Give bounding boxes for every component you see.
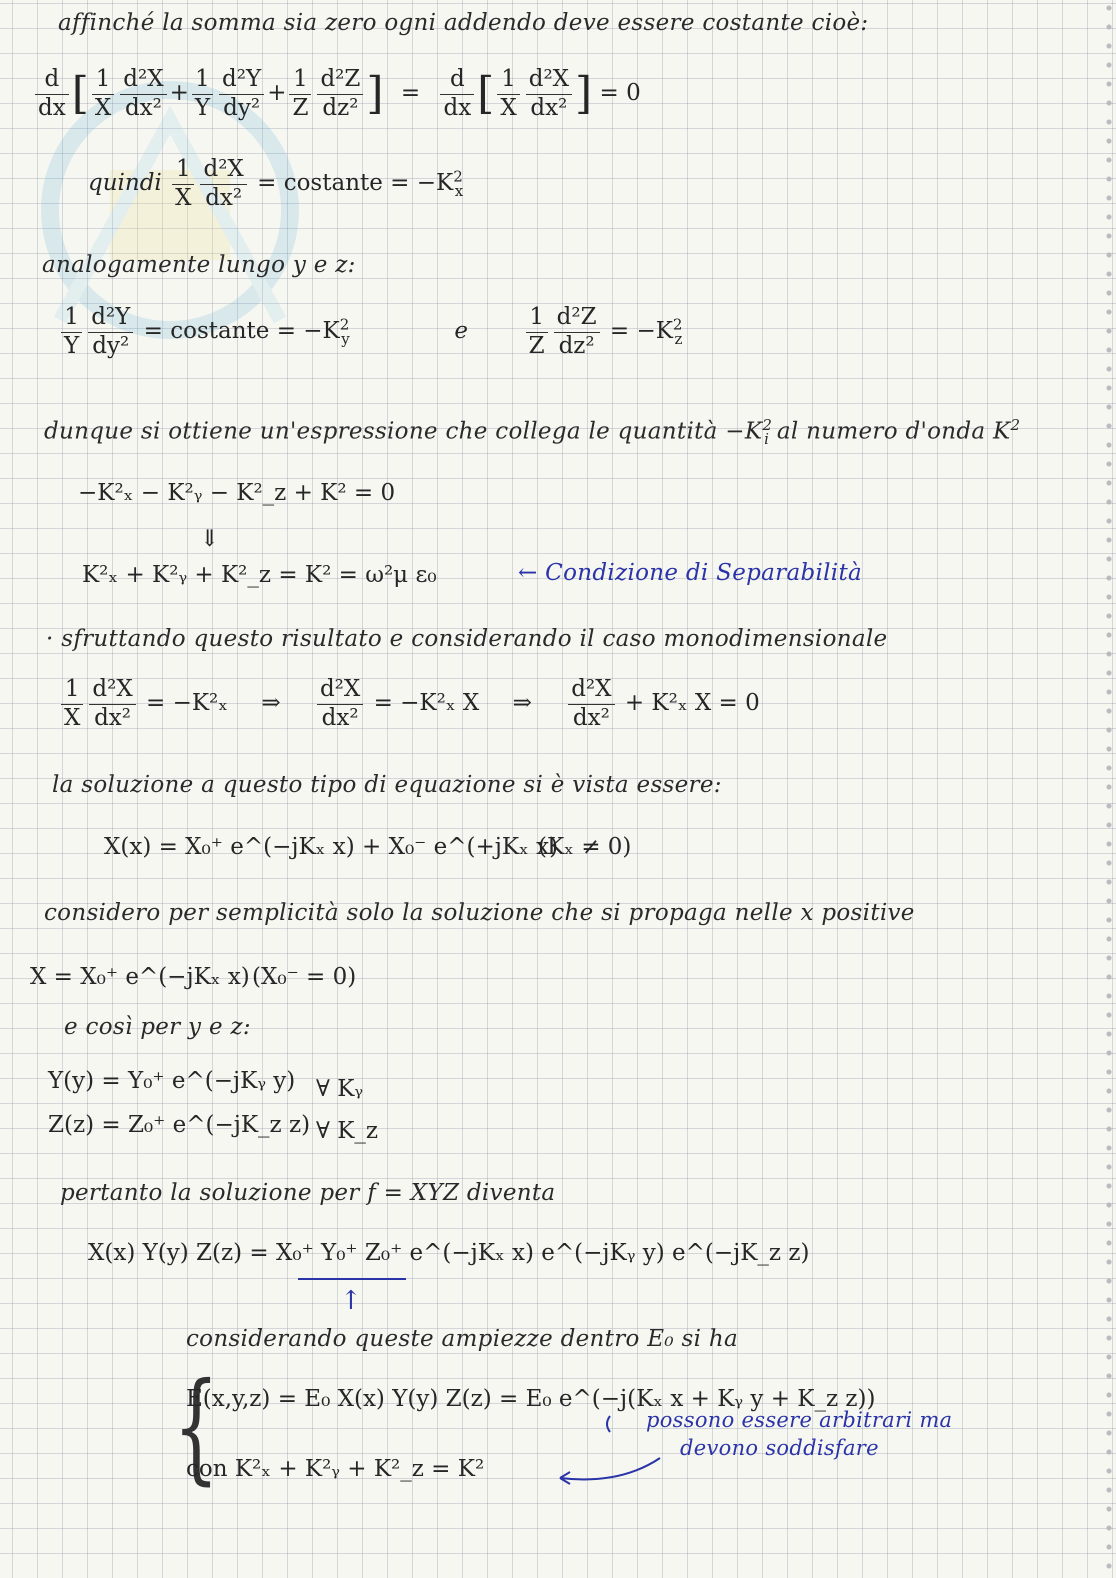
equation-kx-constant: quindi $\frac{1}{X}$ $\frac{\text{d²X}}{\text{dx²}}$ = costante = $-K^2_x$ <box>88 156 464 211</box>
equation-general-solution: X(x) = X₀⁺ e^(−jKₓ x) + X₀⁻ e^(+jKₓ x) <box>104 834 559 860</box>
text-line-cosi: e così per y e z: <box>64 1014 251 1040</box>
system-brace: { <box>173 1358 220 1497</box>
arrow-up-icon: ↑ <box>340 1286 362 1316</box>
text-line-dunque: dunque si ottiene un'espressione che collega le quantità $-K^2_i$ al numero d'onda $K^2$ <box>44 416 1021 449</box>
equation-condition-con: con K²ₓ + K²ᵧ + K²_z = K² <box>186 1456 485 1482</box>
text-line-analogamente: analogamente lungo y e z: <box>42 252 356 278</box>
condition-forall-ky: ∀ Kᵧ <box>316 1076 364 1102</box>
equation-sum-zero: −K²ₓ − K²ᵧ − K²_z + K² = 0 <box>78 480 396 506</box>
condition-x0-minus-zero: (X₀⁻ = 0) <box>252 964 357 990</box>
note-arbitrary: possono essere arbitrari ma <box>646 1408 953 1432</box>
note-must-satisfy: devono soddisfare <box>680 1436 879 1460</box>
amplitude-underline <box>298 1278 406 1280</box>
text-line-sfruttando: · sfruttando questo risultato e considerando il caso monodimensionale <box>46 626 888 652</box>
binder-holes <box>1102 0 1116 1578</box>
equation-ky-kz-constant: $\frac{1}{Y}$ $\frac{\text{d²Y}}{\text{dy²}}$ = costante = $-K^2_y$ e $\frac{1}{Z}$ $\frac{\text{d²Z}}{\text{dz²}}$ = $-K^2_z$ <box>58 304 682 360</box>
fraction: $\frac{d}{dx}$ <box>35 66 69 122</box>
blue-arrow-icon <box>540 1410 670 1490</box>
equation-derivative-sum: $\frac{d}{dx}$ [ $\frac{1}{X}$ $\frac{\text{d²X}}{\text{dx²}}$ + $\frac{1}{Y}$ $\frac{\text{d²Y}}{\text{dy²}}$ + $\frac{1}{Z}$ $\frac{\text{d²Z}}{\text{dz²}}$ ] = $\frac{d}{dx}$ [ $\frac{1}{X}$ $\frac{\text{d²X}}{\text{dx²}}$ ] = 0 <box>32 66 641 122</box>
equation-z-solution: Z(z) = Z₀⁺ e^(−jK_z z) <box>48 1112 311 1138</box>
text-line-pertanto: pertanto la soluzione per f = XYZ diventa <box>60 1180 556 1206</box>
equation-y-solution: Y(y) = Y₀⁺ e^(−jKᵧ y) <box>48 1068 296 1094</box>
text-line-1: affinché la somma sia zero ogni addendo deve essere costante cioè: <box>58 10 869 36</box>
arrow-down-icon: ⇓ <box>200 526 220 552</box>
condition-forall-kz: ∀ K_z <box>316 1118 378 1144</box>
note-separability-condition: ← Condizione di Separabilità <box>518 560 863 586</box>
text-line-soluzione: la soluzione a questo tipo di equazione si è vista essere: <box>52 772 722 798</box>
equation-forward-solution: X = X₀⁺ e^(−jKₓ x) <box>30 964 250 990</box>
equation-monodimensional: $\frac{1}{X}$ $\frac{\text{d²X}}{\text{dx²}}$ = −K²ₓ ⇒ $\frac{\text{d²X}}{\text{dx²}}$ = −K²ₓ X ⇒ $\frac{\text{d²X}}{\text{dx²}}$ + K²ₓ X = 0 <box>58 676 760 732</box>
equation-product-solution: X(x) Y(y) Z(z) = X₀⁺ Y₀⁺ Z₀⁺ e^(−jKₓ x) e^(−jKᵧ y) e^(−jK_z z) <box>88 1240 810 1266</box>
condition-kx-nonzero: (Kₓ ≠ 0) <box>538 834 632 860</box>
equation-field-e: E(x,y,z) = E₀ X(x) Y(y) Z(z) = E₀ e^(−j(Kₓ x + Kᵧ y + K_z z)) <box>186 1386 876 1412</box>
text-line-considerando: considerando queste ampiezze dentro E₀ si ha <box>186 1326 738 1352</box>
text-line-considero: considero per semplicità solo la soluzione che si propaga nelle x positive <box>44 900 915 926</box>
equation-separability: K²ₓ + K²ᵧ + K²_z = K² = ω²μ ε₀ <box>82 562 437 588</box>
